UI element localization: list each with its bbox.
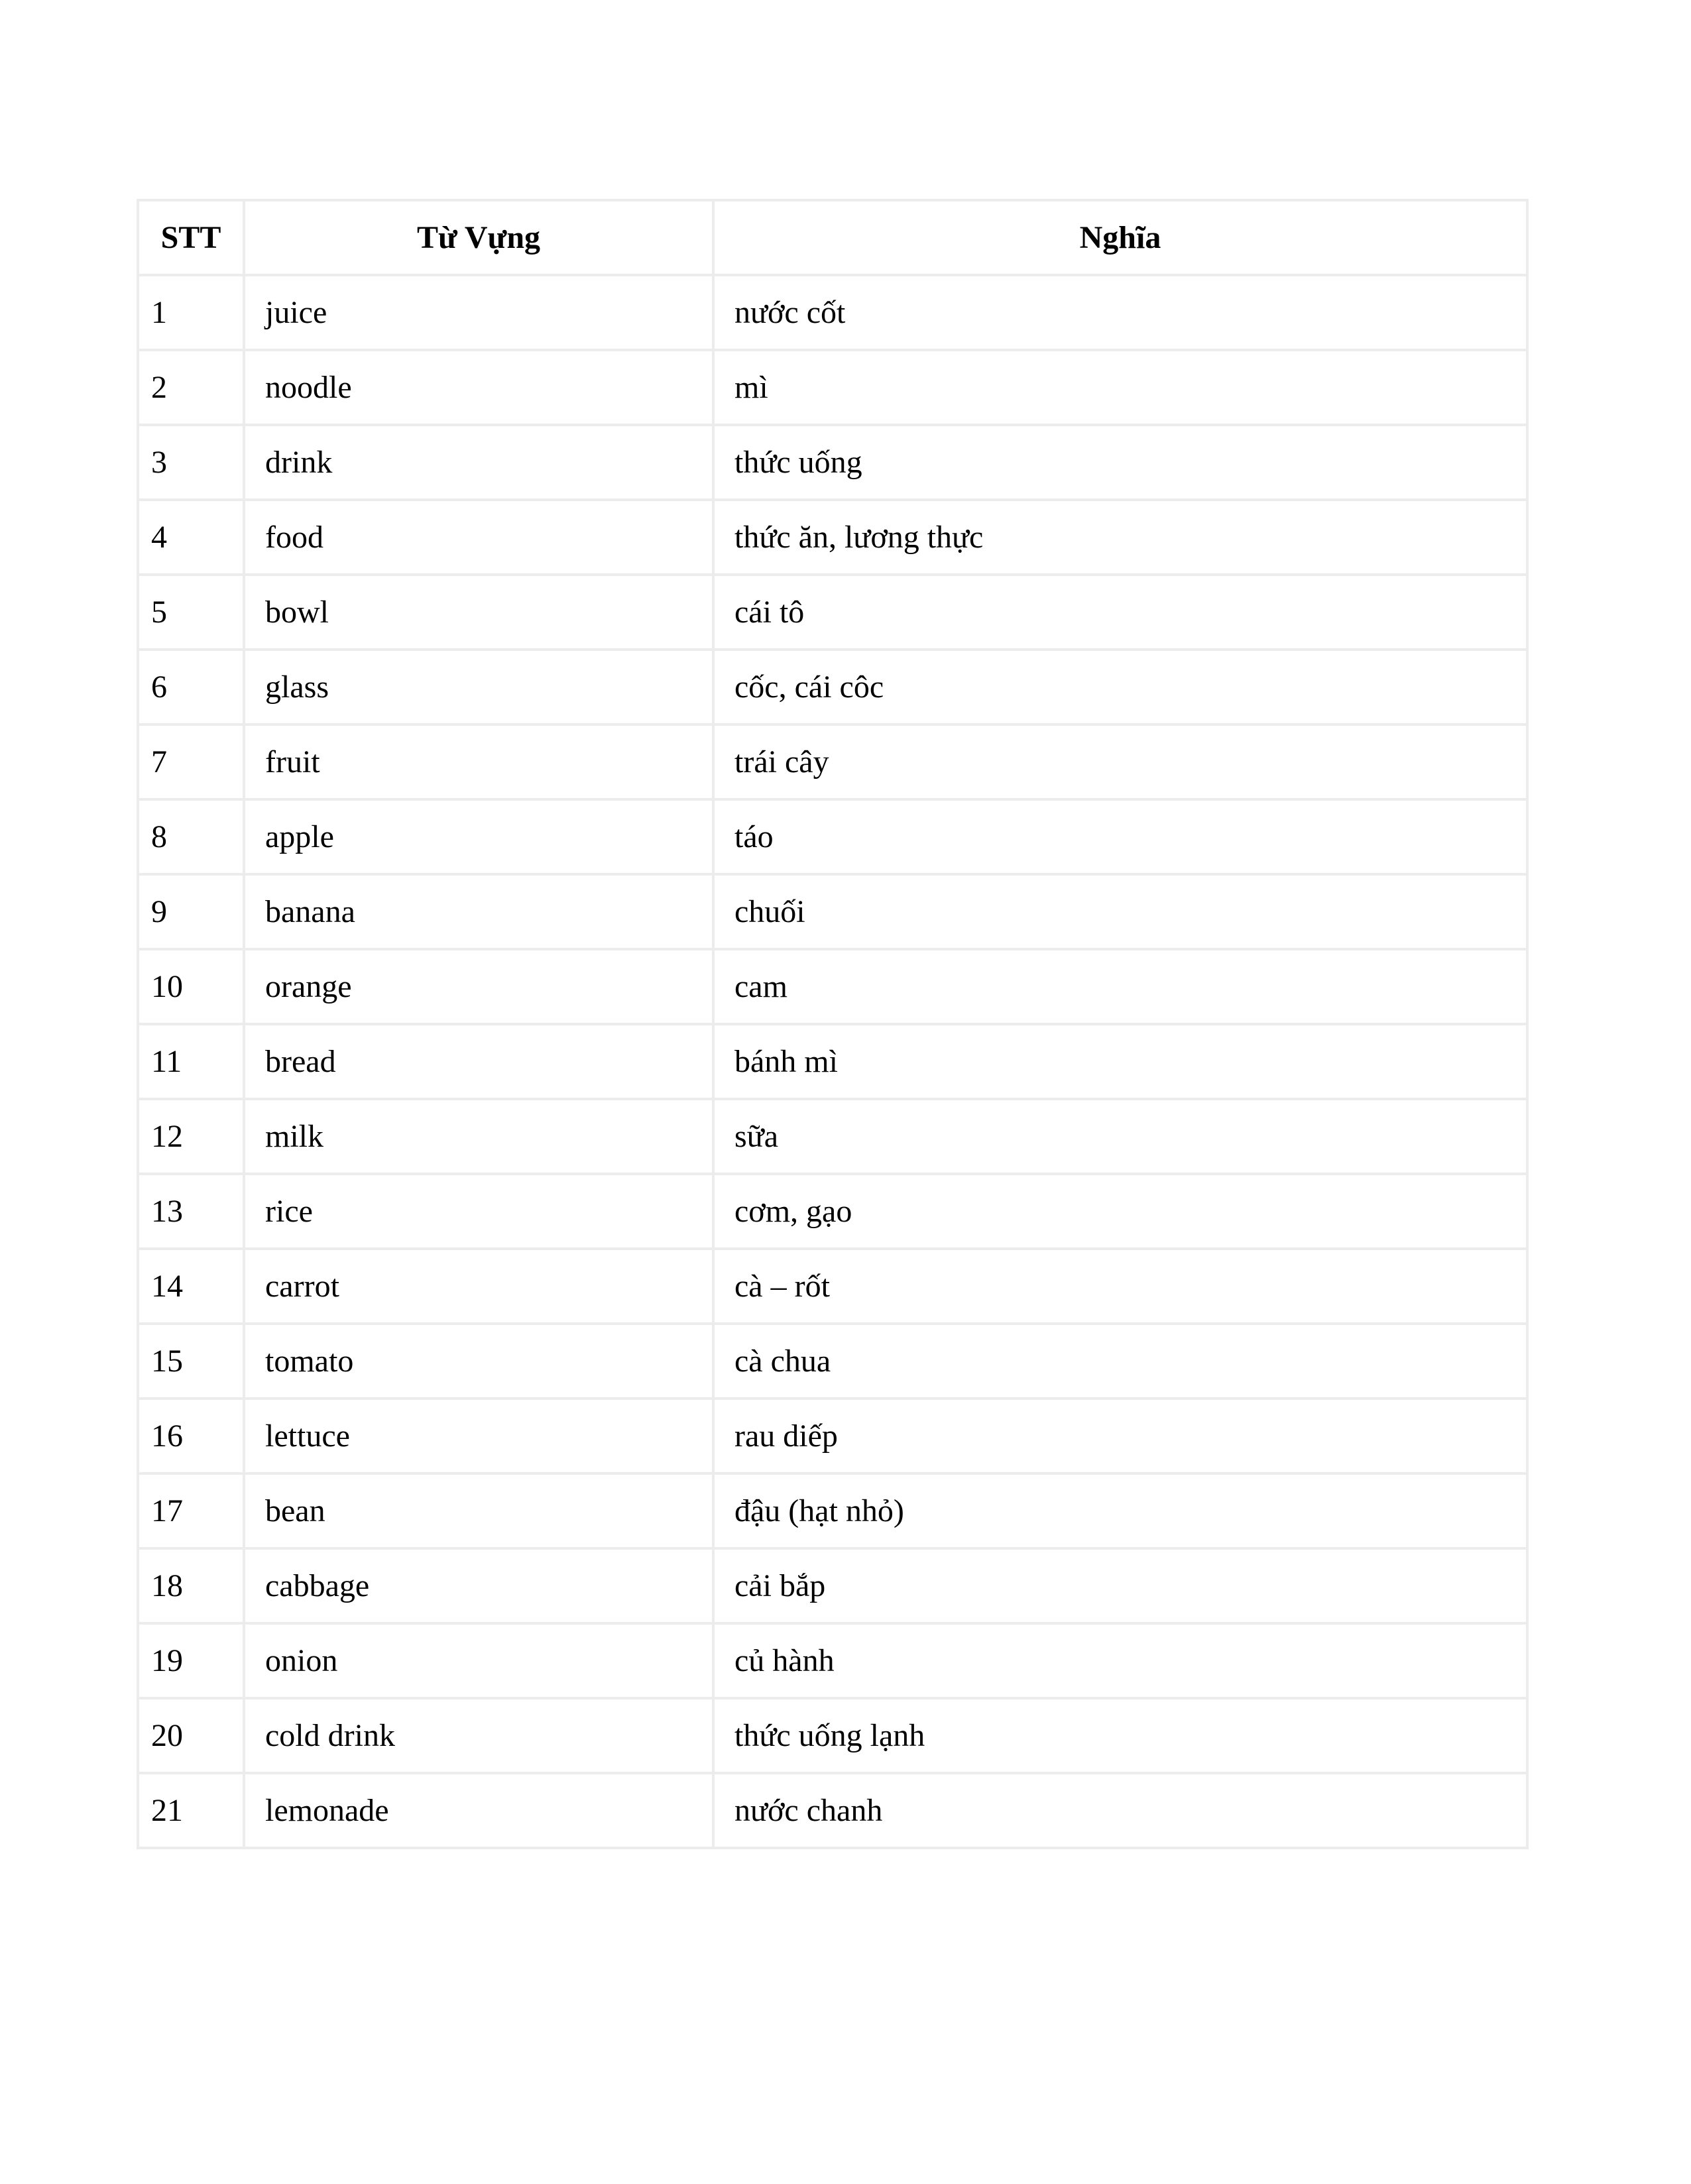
header-word: Từ Vựng [244,200,713,275]
table-row [138,949,1527,1024]
cell-meaning: cái tô [713,575,1527,650]
cell-stt: 5 [138,575,244,650]
cell-meaning: rau diếp [713,1399,1527,1473]
cell-stt: 19 [138,1623,244,1698]
cell-stt: 14 [138,1249,244,1324]
table-row [138,799,1527,874]
table-row [138,1773,1527,1848]
cell-stt: 20 [138,1698,244,1773]
cell-stt: 4 [138,500,244,575]
table-row [138,1473,1527,1548]
cell-meaning: cam [713,949,1527,1024]
table-body [138,275,1527,1848]
cell-meaning: thức ăn, lương thực [713,500,1527,575]
cell-stt: 18 [138,1548,244,1623]
cell-word: fruit [244,724,713,799]
cell-meaning: cà – rốt [713,1249,1527,1324]
cell-word: cabbage [244,1548,713,1623]
table-row [138,350,1527,425]
cell-stt: 7 [138,724,244,799]
cell-stt: 2 [138,350,244,425]
cell-word: bread [244,1024,713,1099]
cell-stt: 1 [138,275,244,350]
table-row [138,1548,1527,1623]
cell-stt: 8 [138,799,244,874]
cell-word: onion [244,1623,713,1698]
table-row [138,1324,1527,1399]
table-row [138,650,1527,724]
cell-meaning: cải bắp [713,1548,1527,1623]
table-row [138,575,1527,650]
cell-meaning: đậu (hạt nhỏ) [713,1473,1527,1548]
cell-meaning: chuối [713,874,1527,949]
cell-meaning: cốc, cái côc [713,650,1527,724]
vocabulary-table [137,199,1529,1849]
cell-word: lemonade [244,1773,713,1848]
cell-stt: 13 [138,1174,244,1249]
cell-stt: 12 [138,1099,244,1174]
header-stt: STT [138,200,244,275]
cell-word: cold drink [244,1698,713,1773]
cell-meaning: nước chanh [713,1773,1527,1848]
cell-stt: 10 [138,949,244,1024]
cell-word: drink [244,425,713,500]
header-row [138,200,1527,275]
cell-word: apple [244,799,713,874]
cell-word: bowl [244,575,713,650]
table-row [138,1024,1527,1099]
cell-meaning: trái cây [713,724,1527,799]
cell-meaning: củ hành [713,1623,1527,1698]
cell-word: food [244,500,713,575]
cell-word: noodle [244,350,713,425]
cell-meaning: sữa [713,1099,1527,1174]
cell-word: glass [244,650,713,724]
table-row [138,724,1527,799]
table-row [138,1174,1527,1249]
cell-meaning: táo [713,799,1527,874]
cell-meaning: mì [713,350,1527,425]
cell-stt: 11 [138,1024,244,1099]
table-row [138,874,1527,949]
cell-meaning: bánh mì [713,1024,1527,1099]
table-row [138,1399,1527,1473]
header-meaning: Nghĩa [713,200,1527,275]
cell-word: bean [244,1473,713,1548]
cell-word: milk [244,1099,713,1174]
cell-word: rice [244,1174,713,1249]
cell-word: juice [244,275,713,350]
cell-meaning: cơm, gạo [713,1174,1527,1249]
cell-word: banana [244,874,713,949]
table-row [138,1099,1527,1174]
cell-stt: 15 [138,1324,244,1399]
cell-stt: 6 [138,650,244,724]
cell-word: carrot [244,1249,713,1324]
table-row [138,425,1527,500]
cell-word: tomato [244,1324,713,1399]
table-row [138,500,1527,575]
cell-meaning: thức uống [713,425,1527,500]
cell-word: lettuce [244,1399,713,1473]
cell-word: orange [244,949,713,1024]
cell-stt: 3 [138,425,244,500]
cell-meaning: nước cốt [713,275,1527,350]
table-header [138,200,1527,275]
cell-stt: 21 [138,1773,244,1848]
table-row [138,1249,1527,1324]
cell-stt: 17 [138,1473,244,1548]
table-row [138,1698,1527,1773]
table-row [138,275,1527,350]
cell-meaning: cà chua [713,1324,1527,1399]
table-row [138,1623,1527,1698]
cell-meaning: thức uống lạnh [713,1698,1527,1773]
cell-stt: 9 [138,874,244,949]
cell-stt: 16 [138,1399,244,1473]
